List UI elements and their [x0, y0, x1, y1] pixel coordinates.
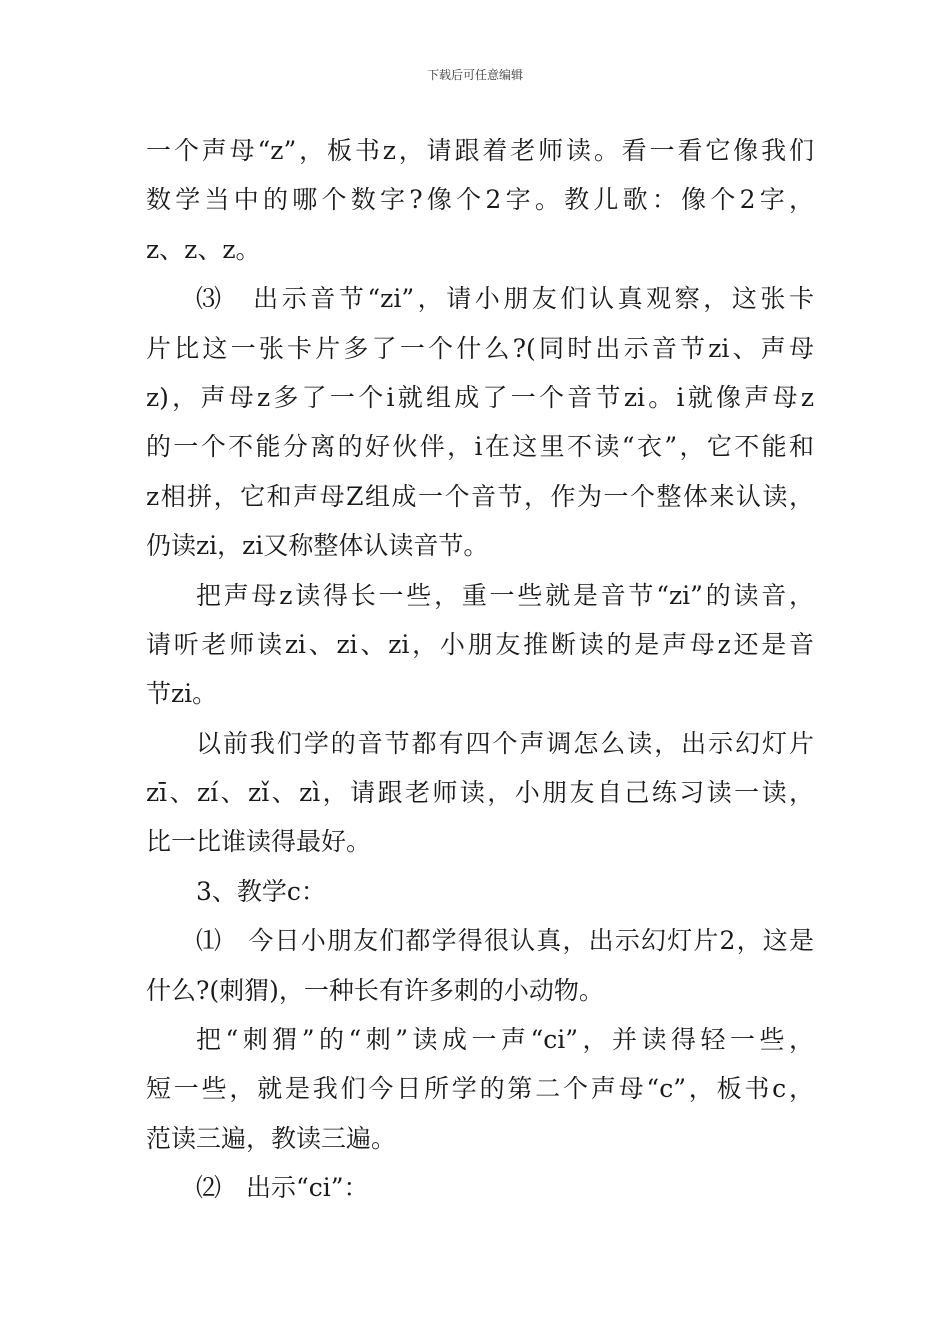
text-line: 的一个不能分离的好伙伴，i在这里不读“衣”，它不能和 [146, 432, 814, 462]
text-line: 把声母z读得长一些，重一些就是音节“zi”的读音， [196, 580, 814, 610]
text-line: z)，声母z多了一个i就组成了一个音节zi。i就像声母z [146, 382, 814, 412]
text-line: z相拼，它和声母Z组成一个音节，作为一个整体来认读， [146, 481, 814, 511]
text-line: 范读三遍，教读三遍。 [146, 1123, 397, 1153]
text-line: 比一比谁读得最好。 [146, 827, 372, 857]
text-line: 片比这一张卡片多了一个什么?(同时出示音节zi、声母 [146, 333, 814, 363]
text-line: ⑶ 出示音节“zi”，请小朋友们认真观察，这张卡 [196, 284, 814, 314]
text-line: 3、教学c： [196, 876, 326, 906]
text-line: zī、zí、zǐ、zì，请跟老师读，小朋友自己练习读一读， [146, 778, 814, 808]
text-line: 数学当中的哪个数字?像个2字。教儿歌：像个2字， [146, 185, 814, 215]
text-line: 一个声母“z”，板书z，请跟着老师读。看一看它像我们 [146, 136, 814, 165]
text-line: 仍读zi，zi又称整体认读音节。 [146, 531, 489, 561]
page-header: 下载后可任意编辑 [426, 68, 523, 82]
text-line: ⑵ 出示“ci”： [196, 1173, 369, 1203]
text-line: ⑴ 今日小朋友们都学得很认真，出示幻灯片2，这是 [196, 926, 814, 956]
text-line: z、z、z。 [146, 234, 261, 264]
text-line: 把“刺猬”的“刺”读成一声“ci”，并读得轻一些， [196, 1025, 814, 1055]
text-line: 节zi。 [146, 679, 218, 709]
document-body [146, 126, 814, 1213]
text-line: 以前我们学的音节都有四个声调怎么读，出示幻灯片 [196, 728, 814, 758]
text-line: 短一些，就是我们今日所学的第二个声母“c”，板书c， [146, 1074, 814, 1104]
text-line: 什么?(刺猬)，一种长有许多刺的小动物。 [146, 975, 604, 1005]
text-line: 请听老师读zi、zi、zi，小朋友推断读的是声母z还是音 [146, 629, 814, 659]
